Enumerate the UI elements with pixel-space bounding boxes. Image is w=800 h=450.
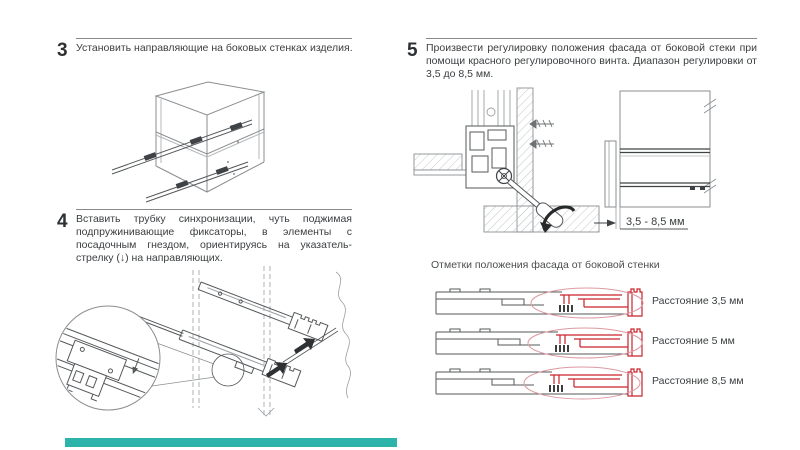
step5-rule xyxy=(426,38,757,39)
facade-position-diagram-1 xyxy=(432,286,647,326)
dimension-annotation xyxy=(594,207,688,229)
highlight-circle xyxy=(212,354,244,386)
facade-position-diagram-3 xyxy=(432,366,647,406)
lower-slide xyxy=(146,162,248,202)
step3-number: 3 xyxy=(57,40,68,61)
facade-gap-side-view-diagram xyxy=(592,83,772,241)
adjustment-cross-section-diagram xyxy=(414,84,599,236)
latch-teeth xyxy=(556,345,568,352)
step4-number: 4 xyxy=(57,211,68,232)
facade-position-diagram-2 xyxy=(432,326,647,366)
sync-tube-diagram xyxy=(36,266,381,434)
latch-teeth xyxy=(560,305,572,312)
screw-icon xyxy=(530,120,554,148)
step5-text: Произвести регулировку положения фасада от боковой стеки при помощи красного регулировочного винта. Диапазон регулировки от 3,5 до 8,5 мм. xyxy=(426,42,757,80)
leader-lines xyxy=(152,342,215,386)
footer-accent-bar xyxy=(65,438,397,447)
dimension-label: 3,5 - 8,5 мм xyxy=(626,216,685,228)
upper-slide xyxy=(197,277,328,341)
slide-profile xyxy=(472,90,510,126)
step4-rule xyxy=(76,209,352,210)
cabinet-diagram xyxy=(110,70,310,208)
mark-label-1: Расстояние 3,5 мм xyxy=(652,295,744,307)
mark-label-2: Расстояние 5 мм xyxy=(652,335,735,347)
step3-text: Установить направляющие на боковых стенках изделия. xyxy=(76,42,353,54)
step4-text: Вставить трубку синхронизации, чуть поджимая подпружинивающие фиксаторы, в элементы с посадочным гнездом, ориентируясь на указатель-стрелку (↓) на направляющих. xyxy=(76,213,352,264)
marks-heading: Отметки положения фасада от боковой стенки xyxy=(431,259,660,271)
latch-teeth xyxy=(550,385,562,392)
step5-number: 5 xyxy=(407,40,418,61)
step3-rule xyxy=(76,38,352,39)
mark-label-3: Расстояние 8,5 мм xyxy=(652,375,744,387)
facade-strip xyxy=(605,141,616,207)
